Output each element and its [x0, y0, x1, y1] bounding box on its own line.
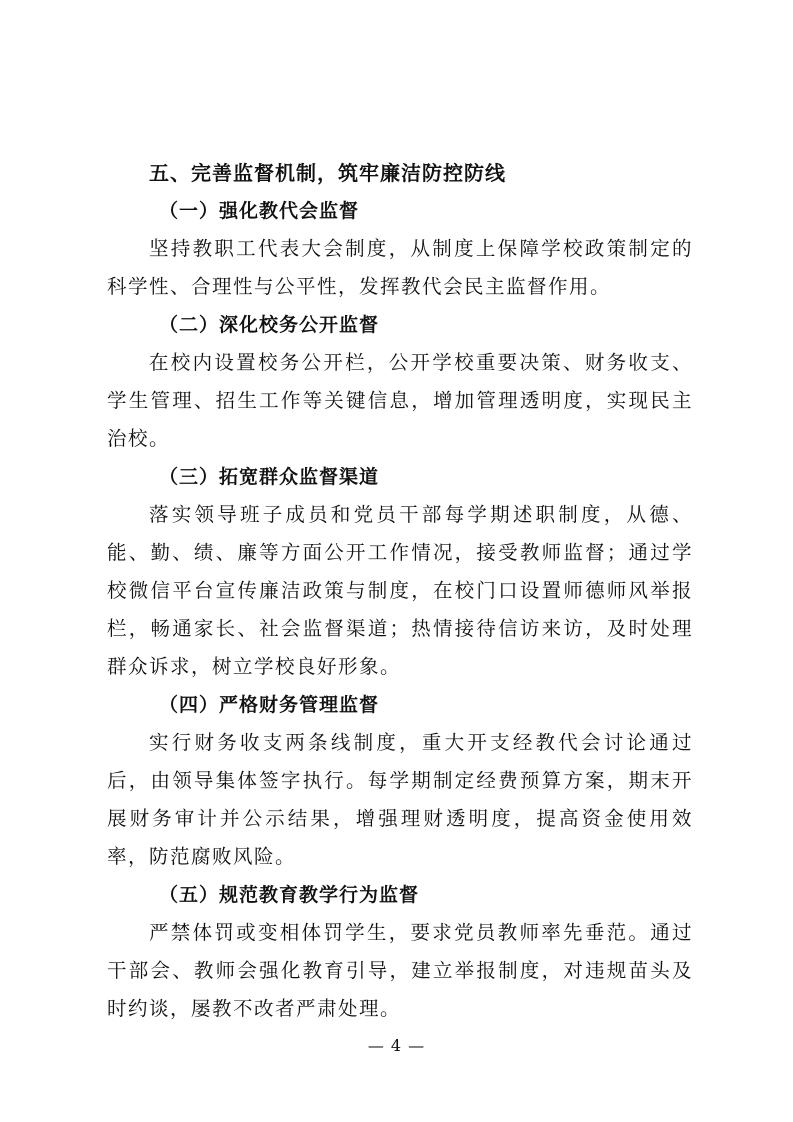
subsection-body-5: 严禁体罚或变相体罚学生，要求党员教师率先垂范。通过干部会、教师会强化教育引导，建立举报制度，对违规苗头及时约谈，屡教不改者严肃处理。 [107, 921, 693, 1020]
subsection-heading-5: （五）规范教育教学行为监督 [159, 884, 420, 906]
subsection-heading-2: （二）深化校务公开监督 [159, 314, 380, 336]
section-title: 五、完善监督机制，筑牢廉洁防控防线 [149, 161, 506, 185]
subsection-body-4: 实行财务收支两条线制度，重大开支经教代会讨论通过后，由领导集体签字执行。每学期制定经费预算方案，期末开展财务审计并公示结果，增强理财透明度，提高资金使用效率，防范腐败风险。 [107, 731, 693, 868]
subsection-body-2: 在校内设置校务公开栏，公开学校重要决策、财务收支、学生管理、招生工作等关键信息，增加管理透明度，实现民主治校。 [107, 351, 693, 450]
document-page-body [107, 154, 693, 1028]
subsection-heading-4: （四）严格财务管理监督 [159, 694, 380, 716]
subsection-heading-1: （一）强化教代会监督 [159, 200, 360, 222]
subsection-body-3: 落实领导班子成员和党员干部每学期述职制度，从德、能、勤、绩、廉等方面公开工作情况，接受教师监督；通过学校微信平台宣传廉洁政策与制度，在校门口设置师德师风举报栏，畅通家长、社会监督渠道；热情接待信访来访，及时处理群众诉求，树立学校良好形象。 [107, 503, 693, 678]
subsection-body-1: 坚持教职工代表大会制度，从制度上保障学校政策制定的科学性、合理性与公平性，发挥教代会民主监督作用。 [107, 237, 693, 298]
subsection-heading-3: （三）拓宽群众监督渠道 [159, 466, 380, 488]
page-number: — 4 — [367, 1036, 426, 1055]
